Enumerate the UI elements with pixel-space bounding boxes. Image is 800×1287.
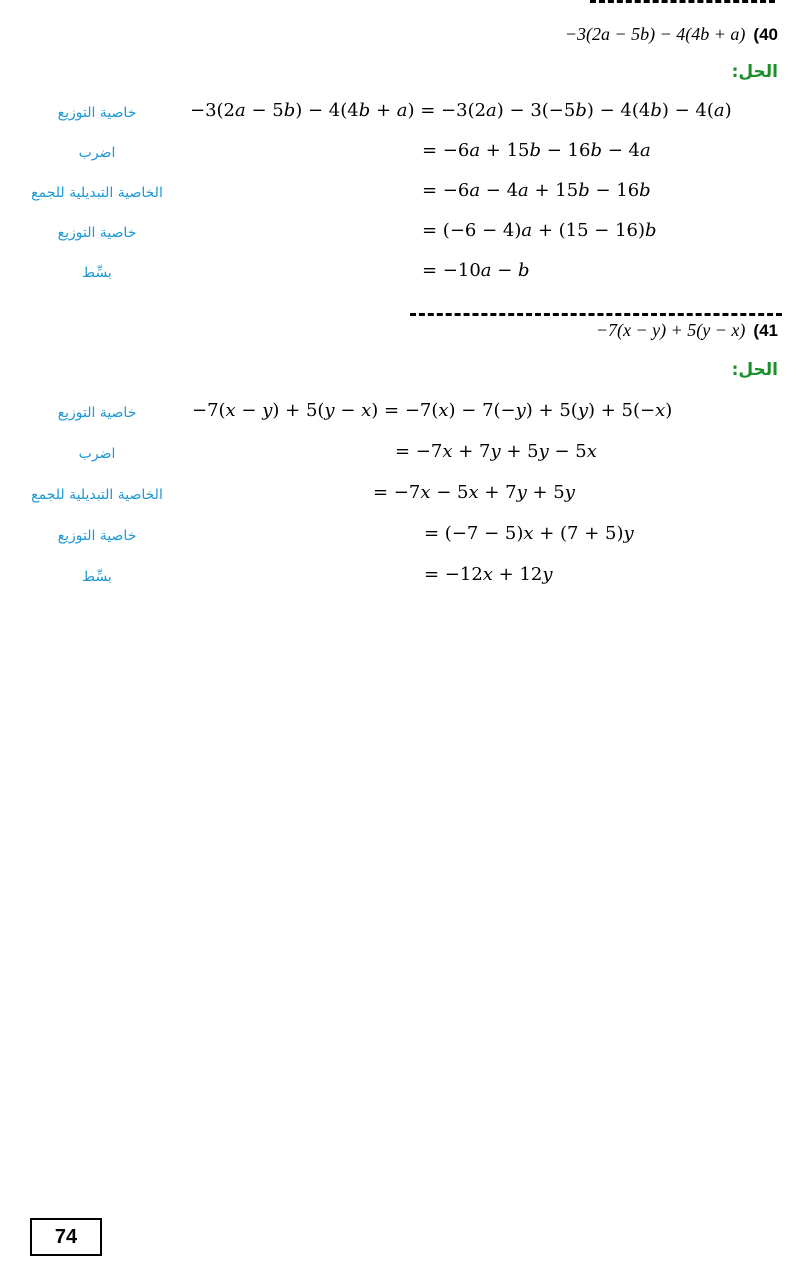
problem-41-step-2-note: اضرب <box>78 446 116 462</box>
problem-41-number: (41 <box>753 321 778 340</box>
problem-40-step-1-note: خاصية التوزيع <box>57 105 137 121</box>
problem-40-step-3-note: الخاصية التبديلية للجمع <box>31 185 163 201</box>
problem-40-step-3-math: = −6𝑎 − 4𝑎 + 15𝑏 − 16𝑏 <box>422 180 651 201</box>
problem-40-step-5-math: = −10𝑎 − 𝑏 <box>422 260 530 281</box>
page-number <box>30 1218 102 1256</box>
problem-40-number: (40 <box>753 25 778 44</box>
problem-41-step-5-note: بسِّط <box>82 569 112 585</box>
problem-40-step-2-math: = −6𝑎 + 15𝑏 − 16𝑏 − 4𝑎 <box>422 140 651 161</box>
section-divider <box>410 313 782 316</box>
page-number-text: 74 <box>54 1225 78 1248</box>
problem-40-step-4-math: = (−6 − 4)𝑎 + (15 − 16)𝑏 <box>422 220 657 241</box>
problem-41-statement <box>596 320 778 341</box>
problem-41-step-2-math: = −7𝑥 + 7𝑦 + 5𝑦 − 5𝑥 <box>395 441 597 462</box>
problem-40-step-4-note: خاصية التوزيع <box>57 225 137 241</box>
problem-41-step-3-math: = −7𝑥 − 5𝑥 + 7𝑦 + 5𝑦 <box>373 482 575 503</box>
problem-40-step-1-math: −3(2𝑎 − 5𝑏) − 4(4𝑏 + 𝑎) = −3(2𝑎) − 3(−5𝑏) − 4(4𝑏) − 4(𝑎) <box>190 100 732 121</box>
top-divider <box>590 0 775 3</box>
problem-41-step-1-note: خاصية التوزيع <box>57 405 137 421</box>
problem-40-step-5-note: بسِّط <box>82 265 112 281</box>
problem-41-step-4-note: خاصية التوزيع <box>57 528 137 544</box>
problem-40-statement <box>565 24 778 45</box>
problem-41-step-4-math: = (−7 − 5)𝑥 + (7 + 5)𝑦 <box>424 523 634 544</box>
problem-41-step-5-math: = −12𝑥 + 12𝑦 <box>424 564 553 585</box>
problem-40-step-2-note: اضرب <box>78 145 116 161</box>
problem-40-expression: −3(2a − 5b) − 4(4b + a) <box>564 24 746 44</box>
problem-41-step-3-note: الخاصية التبديلية للجمع <box>31 487 163 503</box>
problem-40-solution-label: الحل: <box>731 62 778 82</box>
problem-41-step-1-math: −7(𝑥 − 𝑦) + 5(𝑦 − 𝑥) = −7(𝑥) − 7(−𝑦) + 5(𝑦) + 5(−𝑥) <box>192 400 673 421</box>
problem-41-expression: −7(x − y) + 5(y − x) <box>595 320 746 340</box>
problem-41-solution-label: الحل: <box>731 360 778 380</box>
